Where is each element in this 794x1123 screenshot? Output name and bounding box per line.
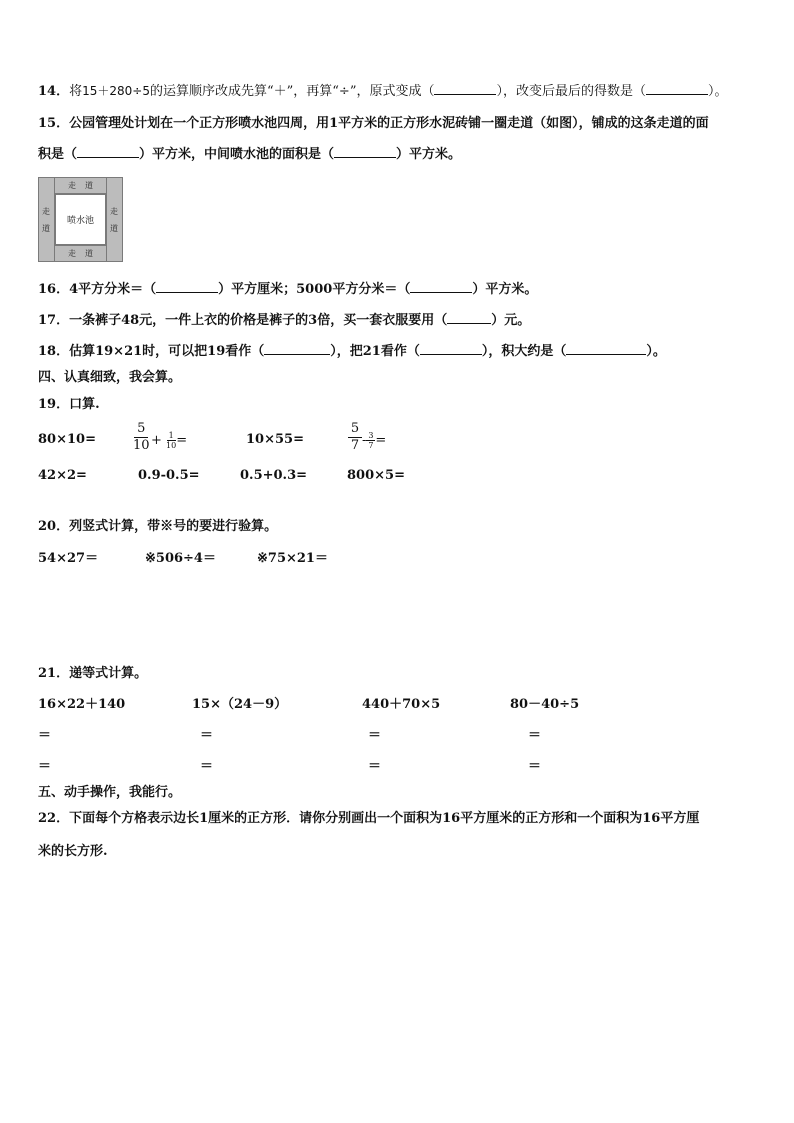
section-5-heading: 五、动手操作，我能行。: [38, 785, 182, 800]
answer-blank[interactable]: [447, 311, 491, 324]
q18-text-a: 18．估算19×21时，可以把19看作（: [38, 344, 265, 359]
q19-r2c2: 0.9-0.5=: [138, 468, 200, 483]
answer-blank[interactable]: [77, 145, 139, 158]
operator: -: [362, 433, 367, 448]
left-label-1: 走: [42, 207, 50, 216]
q21-expr-3: 440＋70×5: [362, 697, 441, 712]
answer-blank[interactable]: [646, 82, 708, 95]
answer-blank[interactable]: [566, 342, 646, 355]
top-label-1: 走: [68, 181, 76, 190]
small-fraction: [166, 431, 176, 450]
walkway-right: [106, 177, 123, 262]
q21-eq-1b: ＝: [38, 759, 52, 774]
question-20-title: 20．列竖式计算，带※号的要进行验算。: [38, 519, 278, 534]
small-numerator: 3: [368, 431, 374, 440]
right-label-2: 道: [110, 224, 118, 233]
walkway-figure: [38, 177, 123, 262]
top-label-2: 道: [85, 181, 93, 190]
q21-eq-3a: ＝: [368, 728, 382, 743]
fraction-numerator: 5: [137, 421, 146, 436]
q21-eq-2b: ＝: [200, 759, 214, 774]
q19-r2c4: 800×5=: [347, 468, 405, 483]
q15-text-c: ）平方米。: [396, 147, 462, 162]
q21-eq-2a: ＝: [200, 728, 214, 743]
answer-blank[interactable]: [410, 280, 472, 293]
question-22-line2: 米的长方形.: [38, 844, 108, 859]
fraction-numerator: 5: [350, 421, 360, 436]
equals: =: [375, 433, 387, 448]
question-14: [38, 82, 728, 101]
small-denominator: 10: [166, 441, 177, 450]
bottom-label-1: 走: [68, 249, 76, 258]
q15-text-a: 积是（: [38, 147, 78, 162]
q19-r2c1: 42×2=: [38, 468, 87, 483]
q21-expr-2: 15×（24－9）: [192, 697, 288, 712]
q21-eq-4b: ＝: [528, 759, 542, 774]
fountain-pool: [55, 194, 106, 245]
q19-r1c1: 80×10=: [38, 432, 96, 447]
operator: +: [151, 433, 162, 448]
q18-text-d: ）。: [646, 344, 666, 359]
q19-r2c3: 0.5+0.3=: [240, 468, 308, 483]
q14-text-a: 将: [69, 84, 83, 99]
q14-number: 14．: [38, 84, 70, 99]
small-numerator: 1: [168, 431, 174, 440]
question-21-title: 21．递等式计算。: [38, 666, 148, 681]
equals: =: [176, 433, 188, 448]
q15-text-b: ）平方米，中间喷水池的面积是（: [139, 147, 335, 162]
bottom-label-2: 道: [85, 249, 93, 258]
answer-blank[interactable]: [334, 145, 396, 158]
question-19-title: 19．口算.: [38, 397, 100, 412]
q20-expr-3: ※75×21＝: [257, 551, 328, 566]
fraction-denominator: 7: [350, 438, 360, 453]
q18-text-b: ），把21看作（: [330, 344, 420, 359]
question-18: [38, 342, 666, 361]
q20-expr-1: 54×27＝: [38, 551, 99, 566]
q21-expr-1: 16×22＋140: [38, 697, 126, 712]
right-label-1: 走: [110, 207, 118, 216]
fraction-denominator: 10: [133, 438, 150, 453]
question-15-line1: 15．公园管理处计划在一个正方形喷水池四周，用1平方米的正方形水泥砖铺一圈走道（如图），铺成的这条走道的面: [38, 116, 709, 131]
q14-expression: 15＋280÷5: [82, 84, 150, 98]
q16-text-b: ）平方厘米；5000平方分米＝（: [218, 282, 411, 297]
q19-r1c4-rest: [362, 431, 386, 450]
walkway-left: [38, 177, 55, 262]
q21-eq-1a: ＝: [38, 728, 52, 743]
small-denominator: 7: [368, 441, 374, 450]
q16-text-a: 16．4平方分米＝（: [38, 282, 157, 297]
question-17: [38, 311, 530, 330]
q19-r1c2-rest: [151, 431, 187, 450]
section-4-heading: 四、认真细致，我会算。: [38, 370, 182, 385]
q16-text-c: ）平方米。: [472, 282, 538, 297]
left-label-2: 道: [42, 224, 50, 233]
q19-r1c4-fraction: [348, 421, 362, 454]
q14-text-c: ），改变后最后的得数是（: [496, 84, 646, 99]
q19-r1c2-fraction: [133, 421, 150, 454]
answer-blank[interactable]: [156, 280, 218, 293]
q21-eq-3b: ＝: [368, 759, 382, 774]
q17-text-a: 17．一条裤子48元，一件上衣的价格是裤子的3倍，买一套衣服要用（: [38, 313, 448, 328]
answer-blank[interactable]: [264, 342, 330, 355]
q19-r1c3: 10×55=: [246, 432, 304, 447]
answer-blank[interactable]: [434, 82, 496, 95]
q21-expr-4: 80－40÷5: [510, 697, 580, 712]
q14-text-b: 的运算顺序改成先算“＋”，再算“÷”，原式变成（: [149, 84, 435, 99]
q21-eq-4a: ＝: [528, 728, 542, 743]
q17-text-b: ）元。: [491, 313, 531, 328]
answer-blank[interactable]: [420, 342, 482, 355]
question-22-line1: 22．下面每个方格表示边长1厘米的正方形．请你分别画出一个面积为16平方厘米的正方形和一个面积为16平方厘: [38, 811, 700, 826]
question-15-line2: [38, 145, 461, 164]
pool-label: 喷水池: [66, 216, 94, 226]
q18-text-c: ），积大约是（: [481, 344, 567, 359]
question-16: [38, 280, 537, 299]
q20-expr-2: ※506÷4＝: [145, 551, 216, 566]
q14-text-d: ）。: [707, 84, 728, 99]
